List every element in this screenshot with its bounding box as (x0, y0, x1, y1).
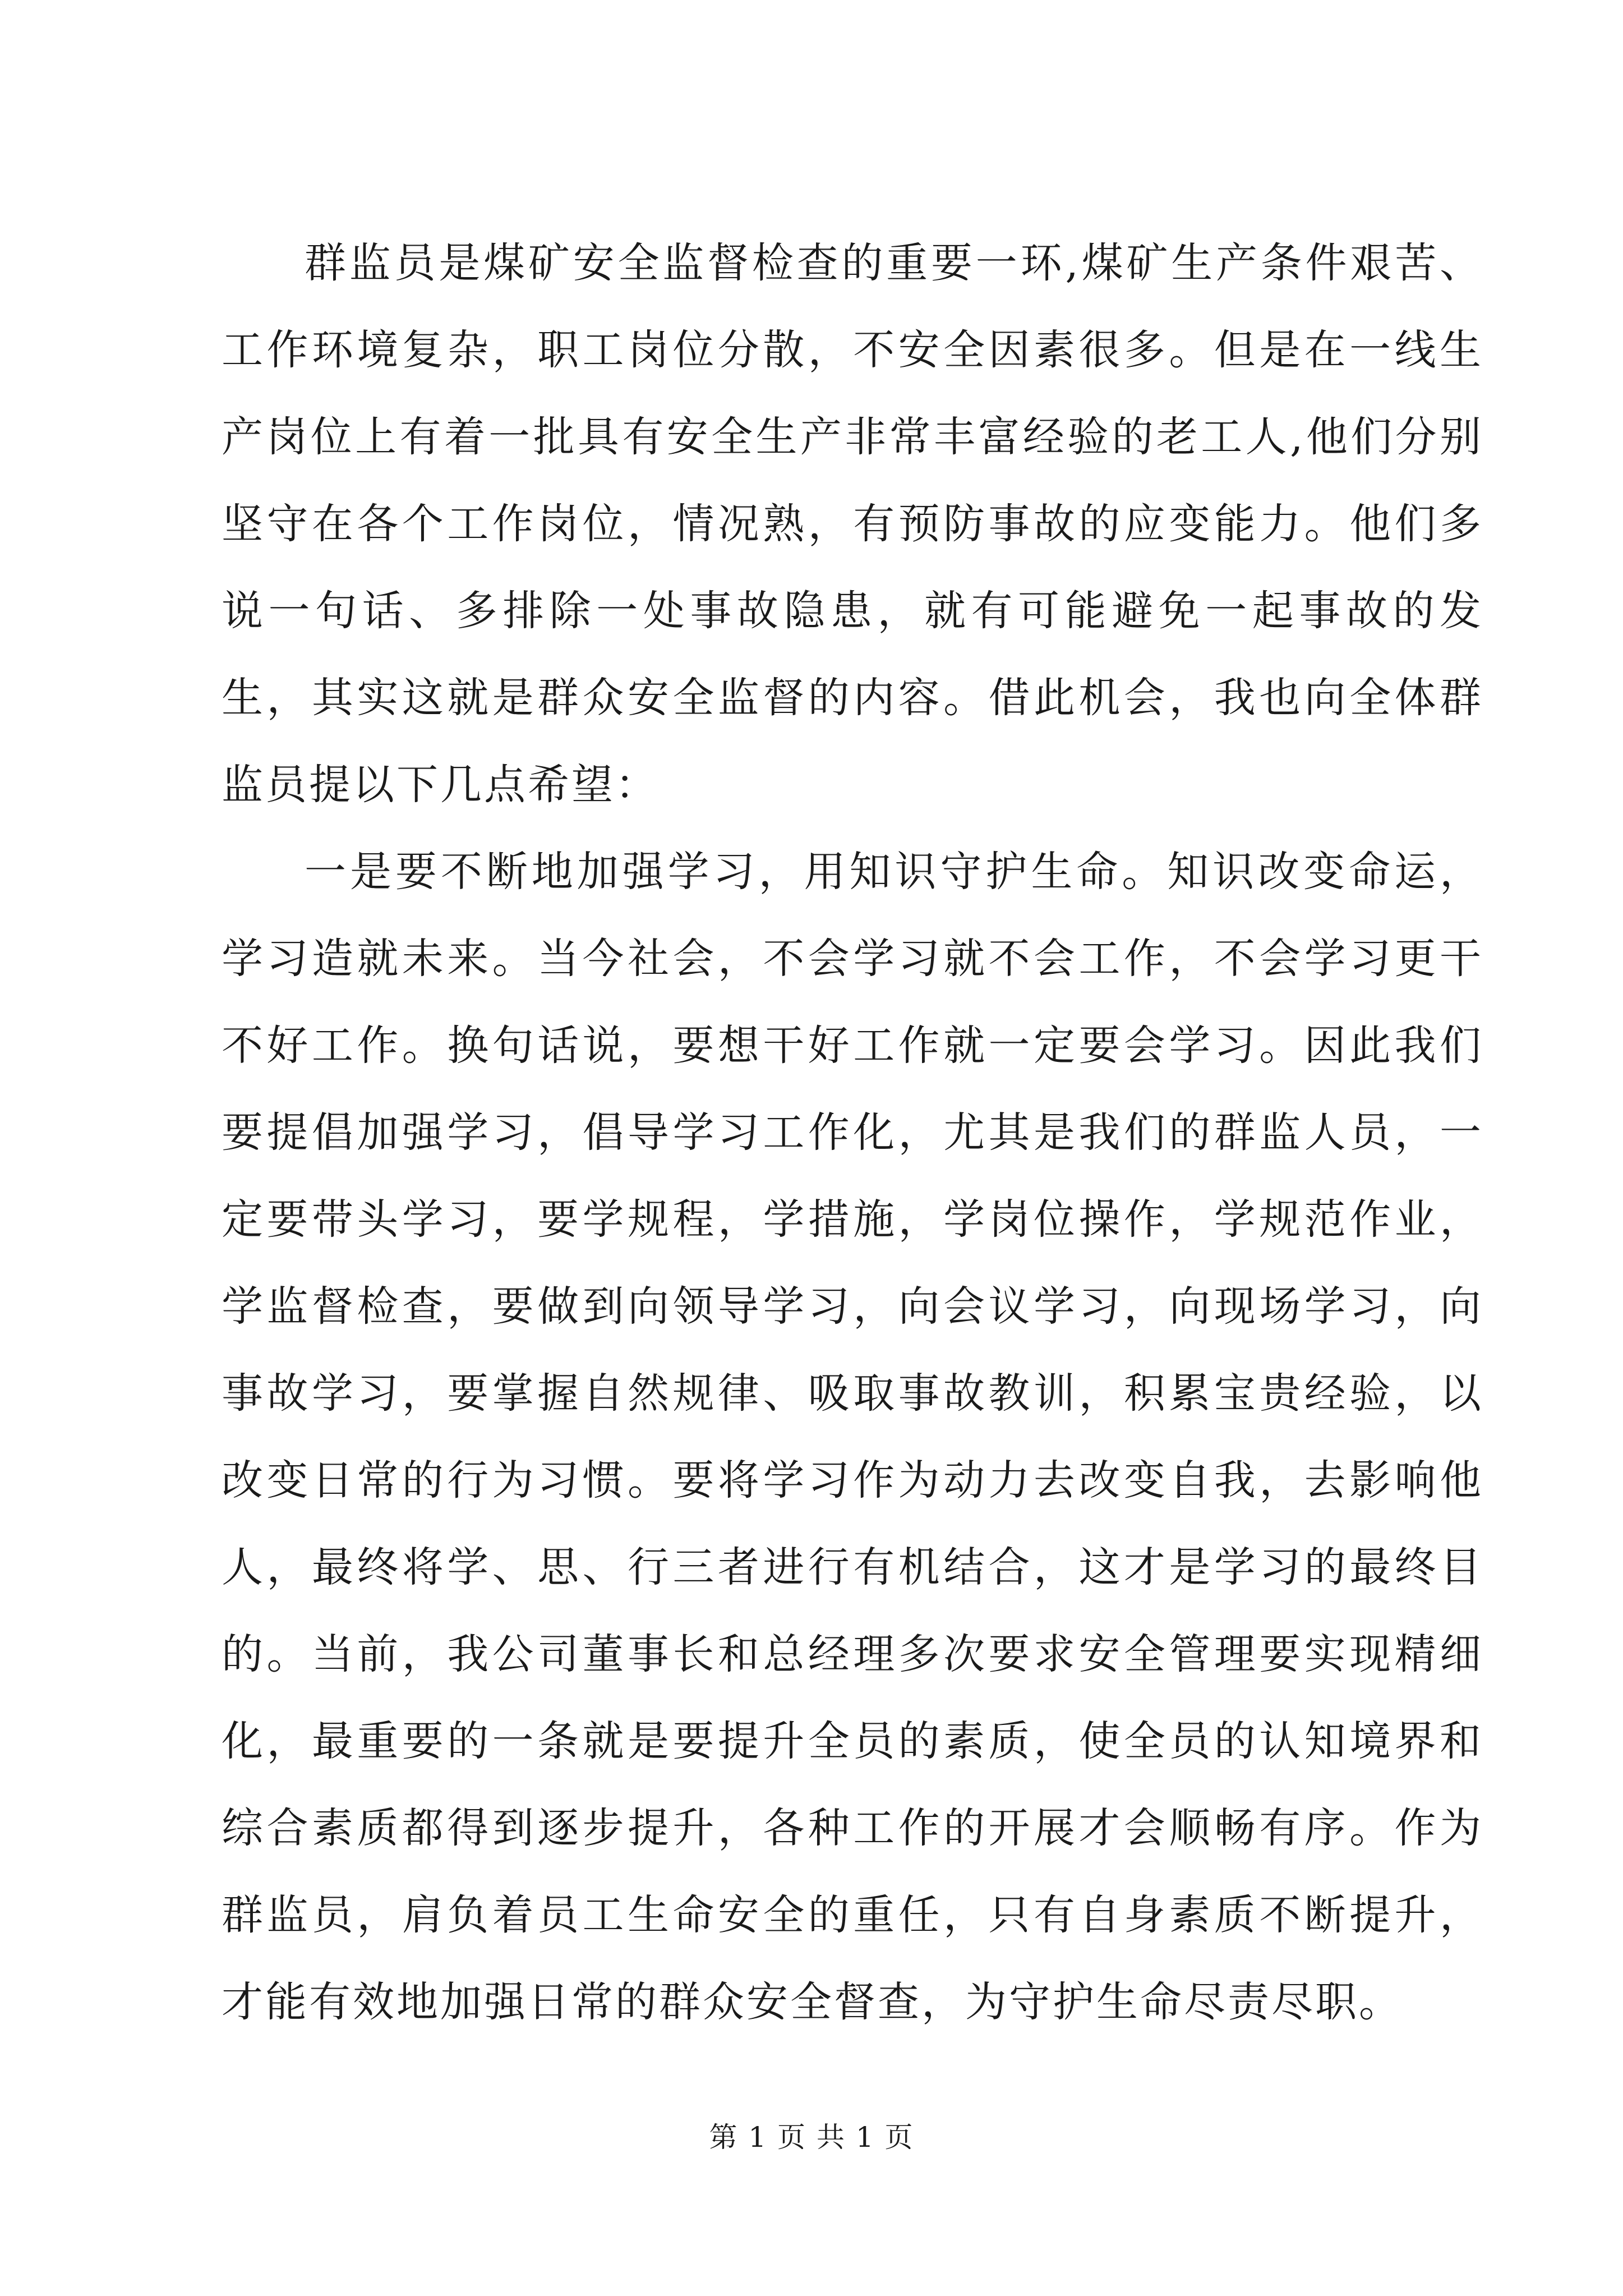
page-footer: 第 1 页 共 1 页 (709, 2121, 914, 2154)
paragraph-intro: 群监员是煤矿安全监督检查的重要一环,煤矿生产条件艰苦、工作环境复杂，职工岗位分散，不安全因素很多。但是在一线生产岗位上有着一批具有安全生产非常丰富经验的老工人,他们分别坚守在各个工作岗位，情况熟，有预防事故的应变能力。他们多说一句话、多排除一处事故隐患，就有可能避免一起事故的发生，其实这就是群众安全监督的内容。借此机会，我也向全体群监员提以下几点希望： (222, 239, 1483, 809)
paragraph-learning: 一是要不断地加强学习，用知识守护生命。知识改变命运，学习造就未来。当今社会，不会学习就不会工作，不会学习更干不好工作。换句话说，要想干好工作就一定要会学习。因此我们要提倡加强学习，倡导学习工作化，尤其是我们的群监人员，一定要带头学习，要学规程，学措施，学岗位操作，学规范作业，学监督检查，要做到向领导学习，向会议学习，向现场学习，向事故学习，要掌握自然规律、吸取事故教训，积累宝贵经验，以改变日常的行为习惯。要将学习作为动力去改变自我，去影响他人，最终将学、思、行三者进行有机结合，这才是学习的最终目的。当前，我公司董事长和总经理多次要求安全管理要实现精细化，最重要的一条就是要提升全员的素质，使全员的认知境界和综合素质都得到逐步提升，各种工作的开展才会顺畅有序。作为群监员，肩负着员工生命安全的重任，只有自身素质不断提升，才能有效地加强日常的群众安全督查，为守护生命尽责尽职。 (222, 848, 1483, 2026)
document-body (222, 220, 1483, 2046)
